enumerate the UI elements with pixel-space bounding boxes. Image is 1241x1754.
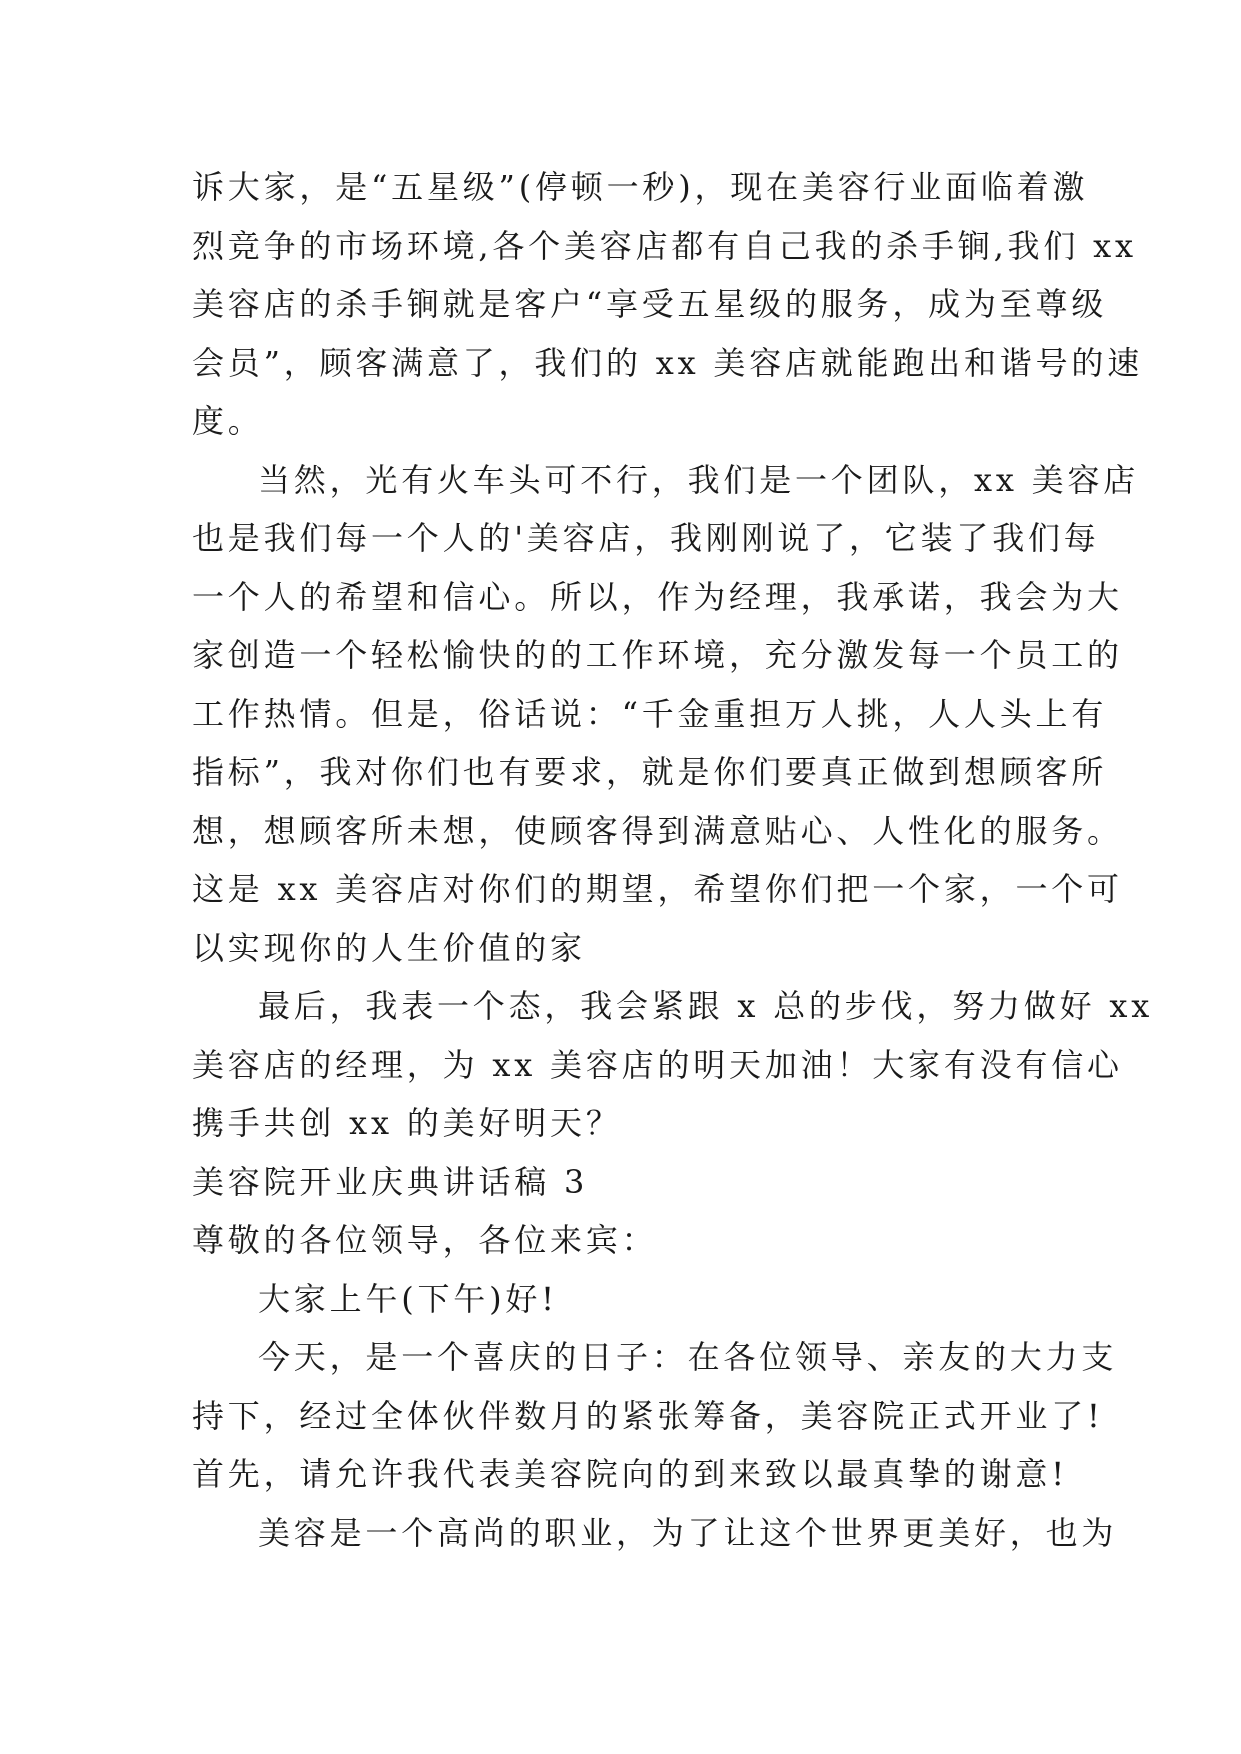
text-line: 会员”，顾客满意了，我们的 xx 美容店就能跑出和谐号的速: [192, 343, 1143, 382]
text-line: 指标”，我对你们也有要求，就是你们要真正做到想顾客所: [192, 753, 1108, 791]
document-body: [192, 158, 1154, 1562]
text-line: 诉大家，是“五星级”(停顿一秒)，现在美容行业面临着激: [192, 168, 1089, 206]
text-line: 美容店的杀手锏就是客户“享受五星级的服务，成为至尊级: [192, 285, 1108, 323]
text-line: 这是 xx 美容店对你们的期望，希望你们把一个家，一个可: [192, 870, 1123, 908]
paragraph-start-line: 当然，光有火车头可不行，我们是一个团队，xx 美容店: [258, 460, 1140, 499]
text-line: 烈竞争的市场环境,各个美容店都有自己我的杀手锏,我们 xx: [192, 226, 1137, 265]
text-line: 想，想顾客所未想，使顾客得到满意贴心、人性化的服务。: [192, 811, 1123, 850]
text-line: 首先，请允许我代表美容院向的到来致以最真挚的谢意!: [192, 1455, 1068, 1493]
text-line: 一个人的希望和信心。所以，作为经理，我承诺，我会为大: [192, 577, 1123, 616]
text-line: 家创造一个轻松愉快的的工作环境，充分激发每一个员工的: [192, 636, 1123, 674]
paragraph-start-line: 美容是一个高尚的职业，为了让这个世界更美好，也为: [258, 1513, 1118, 1552]
text-line: 携手共创 xx 的美好明天？: [192, 1104, 622, 1142]
text-line: 美容店的经理，为 xx 美容店的明天加油！大家有没有信心: [192, 1045, 1123, 1084]
paragraph-start-line: 最后，我表一个态，我会紧跟 x 总的步伐，努力做好 xx: [258, 987, 1154, 1025]
text-line: 度。: [192, 402, 264, 440]
paragraph-start-line: 今天，是一个喜庆的日子：在各位领导、亲友的大力支: [258, 1338, 1118, 1376]
greeting-line: 大家上午(下午)好!: [258, 1279, 558, 1318]
section-heading: 美容院开业庆典讲话稿 3: [192, 1162, 589, 1201]
text-line: 工作热情。但是，俗话说：“千金重担万人挑，人人头上有: [192, 694, 1108, 733]
text-line: 也是我们每一个人的'美容店，我刚刚说了，它装了我们每: [192, 519, 1100, 557]
text-line: 持下，经过全体伙伴数月的紧张筹备，美容院正式开业了!: [192, 1396, 1104, 1435]
text-line: 以实现你的人生价值的家: [192, 928, 586, 967]
salutation: 尊敬的各位领导，各位来宾：: [192, 1221, 658, 1259]
